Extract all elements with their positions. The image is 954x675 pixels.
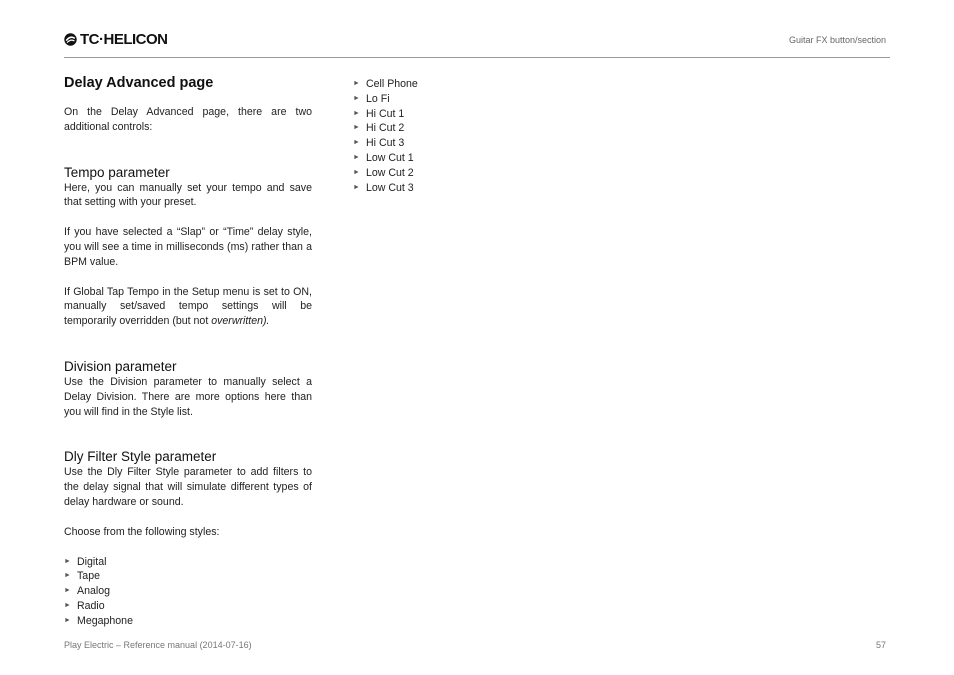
tempo-p3-italic: overwritten). [211, 315, 270, 328]
list-item: ► Hi Cut 1 [353, 107, 405, 120]
triangle-bullet-icon: ► [353, 139, 360, 147]
list-item: ► Radio [64, 599, 105, 612]
list-item: ► Megaphone [64, 614, 133, 627]
division-paragraph: Use the Division parameter to manually select a Delay Division. There are more options here than you will find in the Style list. [64, 375, 312, 418]
page-number: 57 [875, 640, 886, 650]
list-item: ► Cell Phone [353, 78, 418, 90]
filter-paragraph-2: Choose from the following styles: [64, 525, 220, 538]
list-item: ► Analog [64, 585, 110, 598]
tempo-paragraph-2: If you have selected a “Slap” or “Time” delay style, you will see a time in milliseconds (ms) rather than a BPM value. [64, 226, 312, 268]
filter-style-list-right [353, 77, 553, 195]
tempo-paragraph-3 [64, 285, 312, 329]
left-column [64, 74, 312, 629]
triangle-bullet-icon: ► [64, 616, 71, 624]
list-item: ► Tape [64, 570, 100, 583]
division-heading: Division parameter [64, 358, 177, 374]
tempo-paragraph-1: Here, you can manually set your tempo and save that setting with your preset. [64, 181, 312, 209]
triangle-bullet-icon: ► [64, 572, 71, 580]
intro-paragraph: On the Delay Advanced page, there are two additional controls: [64, 106, 312, 133]
triangle-bullet-icon: ► [353, 168, 360, 176]
triangle-bullet-icon: ► [353, 153, 360, 161]
list-item: ► Low Cut 3 [353, 181, 414, 194]
list-item: ► Low Cut 2 [353, 166, 414, 179]
triangle-bullet-icon: ► [353, 124, 360, 132]
triangle-bullet-icon: ► [353, 109, 360, 117]
logo-wordmark: TC·HELICON [80, 30, 168, 48]
tc-helicon-logo [64, 31, 168, 47]
triangle-bullet-icon: ► [353, 80, 360, 87]
triangle-bullet-icon: ► [353, 183, 360, 191]
list-item: ► Lo Fi [353, 92, 390, 105]
triangle-bullet-icon: ► [64, 557, 71, 565]
header-divider [64, 57, 890, 58]
triangle-bullet-icon: ► [353, 94, 360, 102]
list-item: ► Hi Cut 3 [353, 137, 405, 150]
filter-paragraph-1: Use the Dly Filter Style parameter to add filters to the delay signal that will simulate different types of delay hardware or sound. [64, 466, 312, 508]
right-column [353, 77, 553, 195]
page-heading: Delay Advanced page [64, 75, 214, 91]
tempo-heading: Tempo parameter [64, 164, 170, 180]
filter-heading: Dly Filter Style parameter [64, 449, 217, 465]
footer-manual-title: Play Electric – Reference manual (2014-07-16) [64, 640, 252, 650]
list-item: ► Hi Cut 2 [353, 122, 405, 135]
triangle-bullet-icon: ► [64, 587, 71, 595]
logo-mark-icon [64, 33, 77, 46]
section-title: Guitar FX button/section [788, 35, 886, 45]
triangle-bullet-icon: ► [64, 601, 71, 609]
list-item: ► Digital [64, 555, 107, 568]
tempo-p3-text: If Global Tap Tempo in the Setup menu is set to ON, manually set/saved tempo settings will be temporarily overridden (but not [64, 285, 312, 328]
list-item: ► Low Cut 1 [353, 151, 414, 164]
filter-style-list-left [64, 555, 312, 629]
